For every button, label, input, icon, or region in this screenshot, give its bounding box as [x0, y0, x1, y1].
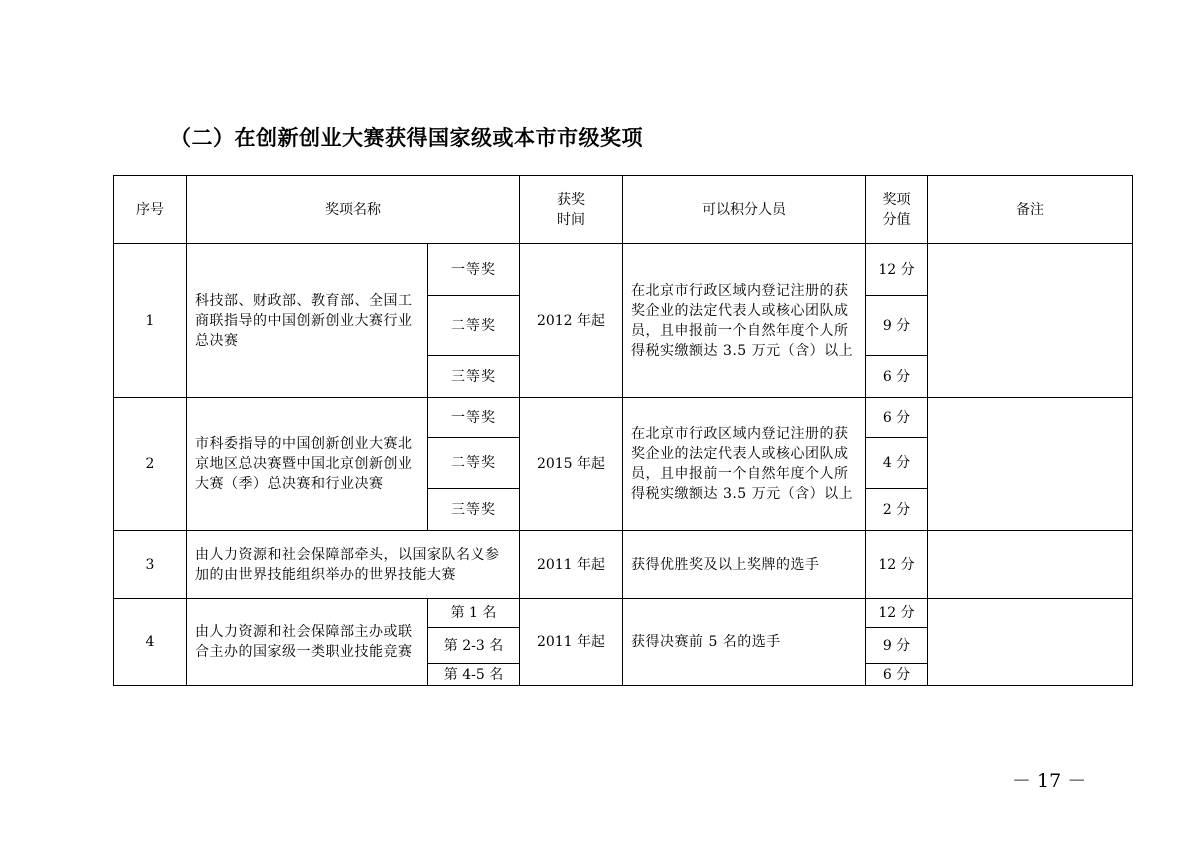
row-1-remark: [928, 244, 1133, 398]
table-row: [114, 244, 1133, 296]
row-3-seq: 3: [114, 531, 187, 599]
row-2-level-2: 二等奖: [428, 438, 520, 489]
header-award-time-line1: 获奖: [557, 191, 585, 208]
page-number: － 17 －: [1012, 770, 1087, 792]
row-2-eligible: 在北京市行政区域内登记注册的获奖企业的法定代表人或核心团队成员，且申报前一个自然年度个人所得税实缴额达 3.5 万元（含）以上: [623, 398, 866, 531]
header-eligible: 可以积分人员: [623, 176, 866, 244]
header-seq: 序号: [114, 176, 187, 244]
row-3-points: 12 分: [866, 531, 928, 599]
row-2-points-2: 4 分: [866, 438, 928, 489]
row-1-award-name: 科技部、财政部、教育部、全国工商联指导的中国创新创业大赛行业总决赛: [187, 244, 428, 398]
header-row: [114, 176, 1133, 244]
row-2-level-3: 三等奖: [428, 489, 520, 531]
row-4-level-3: 第 4-5 名: [428, 664, 520, 686]
row-2-level-1: 一等奖: [428, 398, 520, 438]
row-1-points-3: 6 分: [866, 356, 928, 398]
row-3-award-name: 由人力资源和社会保障部牵头，以国家队名义参加的由世界技能组织举办的世界技能大赛: [187, 531, 520, 599]
row-4-level-1: 第 1 名: [428, 599, 520, 628]
row-4-points-2: 9 分: [866, 628, 928, 664]
row-3-time: 2011 年起: [520, 531, 623, 599]
row-3-remark: [928, 531, 1133, 599]
row-2-points-1: 6 分: [866, 398, 928, 438]
header-points-line1: 奖项: [882, 191, 911, 208]
section-heading: （二）在创新创业大赛获得国家级或本市市级奖项: [170, 126, 643, 150]
table-row: [114, 531, 1133, 599]
row-1-level-2: 二等奖: [428, 296, 520, 356]
awards-table: [113, 175, 1133, 686]
header-award-time-line2: 时间: [557, 211, 585, 228]
row-1-seq: 1: [114, 244, 187, 398]
row-4-points-3: 6 分: [866, 664, 928, 686]
header-award-time: [520, 176, 623, 244]
row-4-seq: 4: [114, 599, 187, 686]
row-4-level-2: 第 2-3 名: [428, 628, 520, 664]
row-2-points-3: 2 分: [866, 489, 928, 531]
row-1-eligible: 在北京市行政区域内登记注册的获奖企业的法定代表人或核心团队成员，且申报前一个自然年度个人所得税实缴额达 3.5 万元（含）以上: [623, 244, 866, 398]
row-2-seq: 2: [114, 398, 187, 531]
row-4-remark: [928, 599, 1133, 686]
header-points: [866, 176, 928, 244]
row-4-time: 2011 年起: [520, 599, 623, 686]
row-2-remark: [928, 398, 1133, 531]
row-3-eligible: 获得优胜奖及以上奖牌的选手: [623, 531, 866, 599]
row-4-points-1: 12 分: [866, 599, 928, 628]
row-4-eligible: 获得决赛前 5 名的选手: [623, 599, 866, 686]
row-2-award-name: 市科委指导的中国创新创业大赛北京地区总决赛暨中国北京创新创业大赛（季）总决赛和行业决赛: [187, 398, 428, 531]
table-row: [114, 398, 1133, 438]
row-2-time: 2015 年起: [520, 398, 623, 531]
row-1-level-3: 三等奖: [428, 356, 520, 398]
table-row: [114, 599, 1133, 628]
row-4-award-name: 由人力资源和社会保障部主办或联合主办的国家级一类职业技能竞赛: [187, 599, 428, 686]
header-award-name: 奖项名称: [187, 176, 520, 244]
header-remarks: 备注: [928, 176, 1133, 244]
row-1-level-1: 一等奖: [428, 244, 520, 296]
header-points-line2: 分值: [882, 211, 911, 228]
row-1-points-1: 12 分: [866, 244, 928, 296]
row-1-time: 2012 年起: [520, 244, 623, 398]
row-1-points-2: 9 分: [866, 296, 928, 356]
